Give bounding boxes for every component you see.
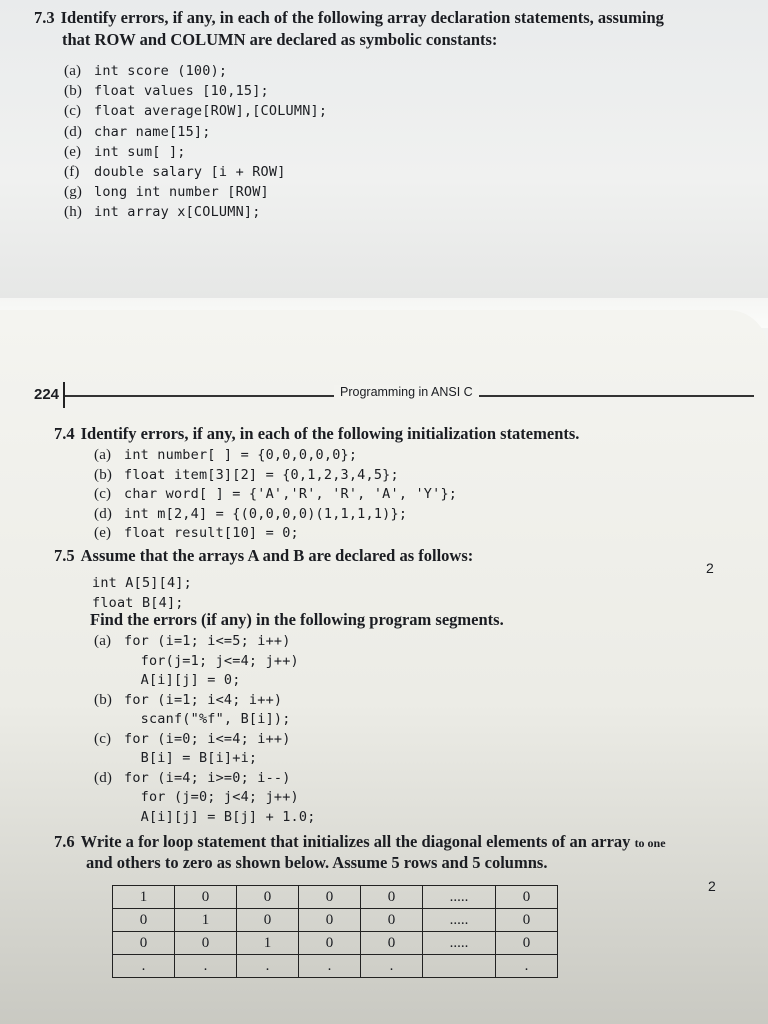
q74-list-code: int number[ ] = {0,0,0,0,0}; [124,447,358,463]
q73-line2: that ROW and COLUMN are declared as symbolic constants: [62,30,498,49]
q76-line2: and others to zero as shown below. Assume 5 rows and 5 columns. [86,853,548,872]
q75-find: Find the errors (if any) in the following program segments. [90,610,504,629]
q73-list-label: (f) [64,164,80,180]
q73-list-code: char name[15]; [94,123,211,140]
q74-number: 7.4 [54,424,75,443]
q76-text-a: Write a [80,832,134,851]
q75-number: 7.5 [54,546,75,565]
q73-list-code: float values [10,15]; [94,83,269,100]
table-cell: 0 [496,909,558,932]
table-cell: 0 [113,909,175,932]
q73-list-label: (b) [64,83,83,100]
q74-list-code: float item[3][2] = {0,1,2,3,4,5}; [124,466,399,483]
q73-list-code: int score (100); [94,63,228,79]
table-cell: ..... [423,932,496,955]
q74-list-code: float result[10] = 0; [124,525,299,541]
q76-text-b: loop statement that initializes all the diagonal elements of an array [162,832,631,851]
q73-list-code: double salary [i + ROW] [94,164,286,180]
q73-heading [34,8,664,28]
table-cell: 0 [299,932,361,955]
q73-list-label: (g) [64,184,83,201]
q75-heading [54,546,473,566]
table-cell: 0 [361,932,423,955]
table-row [113,955,558,978]
q76-marks: 2 [708,878,716,894]
page-header [34,386,754,408]
q74-list-code: int m[2,4] = {(0,0,0,0)(1,1,1,1)}; [124,505,408,522]
q74-heading [54,424,579,444]
q75-declarations: int A[5][4]; float B[4]; [92,575,192,611]
q75-list-code: for (i=0; i<=4; i++) B[i] = B[i]+i; [124,730,291,766]
table-cell: 0 [299,886,361,909]
q76-text-for: for [138,832,159,851]
table-cell: 1 [113,886,175,909]
q73-list-code: int sum[ ]; [94,143,186,160]
q74-list-label: (c) [94,486,112,502]
q73-number: 7.3 [34,8,55,27]
q75-list-code: for (i=1; i<4; i++) scanf("%f", B[i]); [124,691,291,727]
q75-list-code: for (i=1; i<=5; i++) for(j=1; j<=4; j++) A[i][j] = 0; [124,633,299,688]
q74-list-code: char word[ ] = {'A','R', 'R', 'A', 'Y'}; [124,486,458,502]
table-row [113,909,558,932]
table-cell: 0 [175,886,237,909]
q74-list-label: (a) [94,447,112,463]
table-cell: 0 [237,909,299,932]
table-cell: . [237,955,299,978]
table-cell: ..... [423,909,496,932]
table-cell: . [496,955,558,978]
q75-marks: 2 [706,560,714,576]
q75-list-code: for (i=4; i>=0; i--) for (j=0; j<4; j++) A[i][j] = B[j] + 1.0; [124,769,316,825]
table-cell: 0 [175,932,237,955]
q76-text-c: to one [634,836,666,850]
q75-list-label: (b) [94,691,113,708]
table-cell: 0 [496,886,558,909]
q73-list-code: long int number [ROW] [94,184,269,201]
q73-list-label: (h) [64,204,83,221]
running-title: Programming in ANSI C [334,385,479,399]
q73-list-code: float average[ROW],[COLUMN]; [94,103,328,120]
q75-list-label: (d) [94,769,113,786]
q73-list-code: int array x[COLUMN]; [94,204,261,221]
q73-line1: Identify errors, if any, in each of the following array declaration statements, assuming [60,8,664,27]
table-cell: 0 [496,932,558,955]
diagonal-matrix-table [112,885,558,978]
q75-text: Assume that the arrays A and B are declared as follows: [80,546,474,565]
table-cell: 0 [237,886,299,909]
q73-list-label: (a) [64,63,82,79]
q76-number: 7.6 [54,832,75,851]
q73-list-label: (e) [64,143,82,160]
q73-list-label: (c) [64,103,82,120]
table-cell [423,955,496,978]
table-cell: . [175,955,237,978]
q75-list-label: (a) [94,633,112,649]
table-cell: 1 [237,932,299,955]
q76-heading [54,832,666,853]
table-cell: 0 [361,886,423,909]
table-cell: 0 [113,932,175,955]
q74-list-label: (b) [94,466,113,483]
table-row [113,886,558,909]
table-cell: 0 [299,909,361,932]
q74-text: Identify errors, if any, in each of the following initialization statements. [80,424,580,443]
q75-list-label: (c) [94,730,112,747]
table-cell: . [299,955,361,978]
q73-list-label: (d) [64,123,83,140]
table-row [113,932,558,955]
table-cell: 1 [175,909,237,932]
q74-list-label: (e) [94,525,112,541]
table-cell: . [113,955,175,978]
page-number: 224 [34,386,60,403]
q74-list-label: (d) [94,505,113,522]
table-cell: ..... [423,886,496,909]
table-cell: . [361,955,423,978]
table-cell: 0 [361,909,423,932]
